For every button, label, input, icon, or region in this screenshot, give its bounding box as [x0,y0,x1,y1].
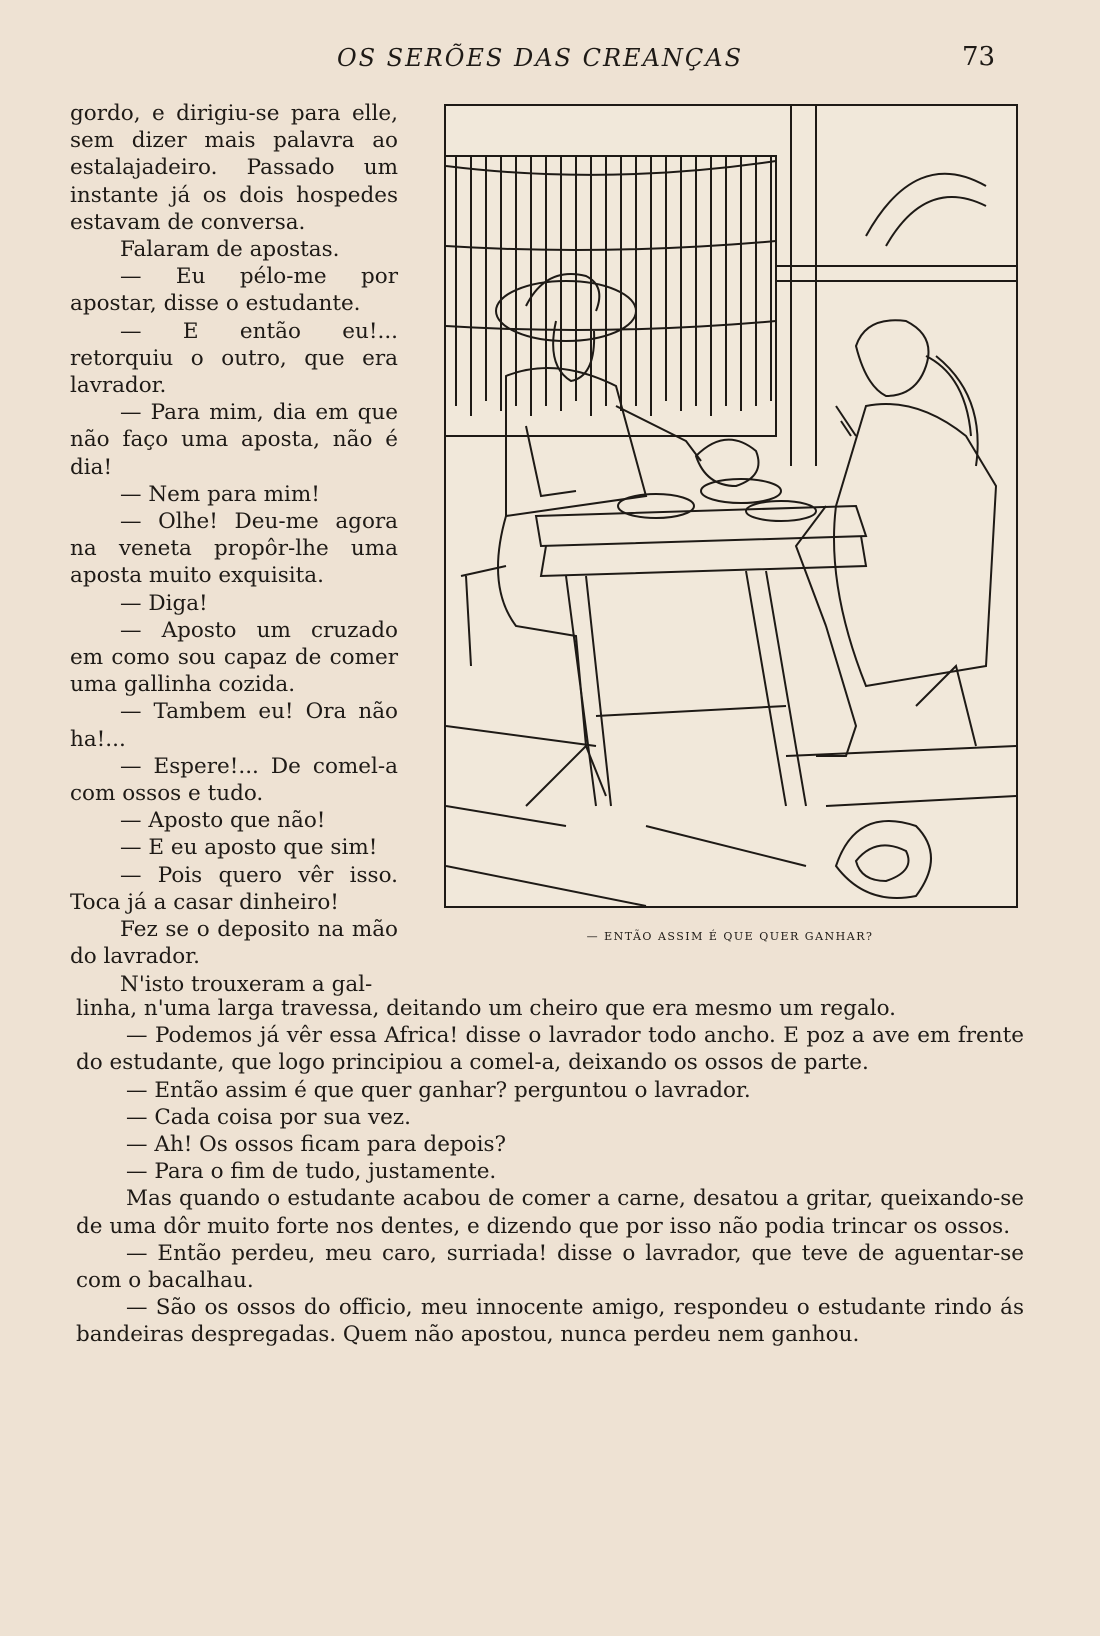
illustration-caption: — ENTÃO ASSIM É QUE QUER GANHAR? [586,930,874,943]
running-header: OS SERÕES DAS CREANÇAS [336,44,744,72]
paragraph: — Nem para mim! [120,481,320,507]
paragraph: — Diga! [120,590,208,616]
paragraph: — Ah! Os ossos ficam para depois? [126,1132,507,1158]
paragraph: — Pois quero vêr isso. Toca já a casar dinheiro! [70,862,398,915]
paragraph: — Podemos já vêr essa Africa! disse o lavrador todo ancho. E poz a ave em frente do estudante, que logo principiou a comel-a, deixando os ossos de parte. [76,1023,1024,1076]
paragraph: gordo, e dirigiu-se para elle, sem dizer mais palavra ao estalajadeiro. Passado um instante já os dois hospedes estavam de conversa. [70,101,398,235]
paragraph: — Tambem eu! Ora não ha!... [70,699,398,752]
paragraph: — São os ossos do officio, meu innocente amigo, respondeu o estudante rindo ás bandeiras despregadas. Quem não apostou, nunca perdeu nem ganhou. [76,1295,1024,1348]
paragraph: — Para mim, dia em que não faço uma aposta, não é dia! [70,400,398,480]
paragraph: — Aposto um cruzado em como sou capaz de comer uma gallinha cozida. [70,617,398,698]
paragraph: — Então perdeu, meu caro, surriada! disse o lavrador, que teve de aguentar-se com o bacalhau. [76,1240,1024,1294]
paragraph: linha, n'uma larga travessa, deitando um cheiro que era mesmo um regalo. [76,996,897,1021]
paragraph: — E então eu!... retorquiu o outro, que era lavrador. [70,318,398,399]
illustration-drawing [446,106,1016,906]
paragraph: — Aposto que não! [120,808,326,834]
paragraph: — Olhe! Deu-me agora na veneta propôr-lhe uma aposta muito exquisita. [70,509,398,589]
paragraph: — Cada coisa por sua vez. [126,1104,411,1130]
full-width-text [76,995,1024,1349]
paragraph: Fez se o deposito na mão do lavrador. [70,917,398,970]
paragraph: — Espere!... De comel-a com ossos e tudo. [70,753,398,807]
paragraph: — Então assim é que quer ganhar? perguntou o lavrador. [126,1077,751,1103]
paragraph: N'isto trouxeram a gal- [120,971,373,997]
paragraph: — Eu pélo-me por apostar, disse o estudante. [70,264,398,317]
tavern-illustration [444,104,1018,908]
paragraph: Falaram de apostas. [120,237,340,263]
paragraph: — E eu aposto que sim! [120,835,378,861]
page-number: 73 [962,42,996,72]
paragraph: Mas quando o estudante acabou de comer a carne, desatou a gritar, queixando-se de uma dôr muito forte nos dentes, e dizendo que por isso não podia trincar os ossos. [76,1186,1024,1239]
paragraph: — Para o fim de tudo, justamente. [126,1159,497,1185]
left-column-text [70,100,398,998]
